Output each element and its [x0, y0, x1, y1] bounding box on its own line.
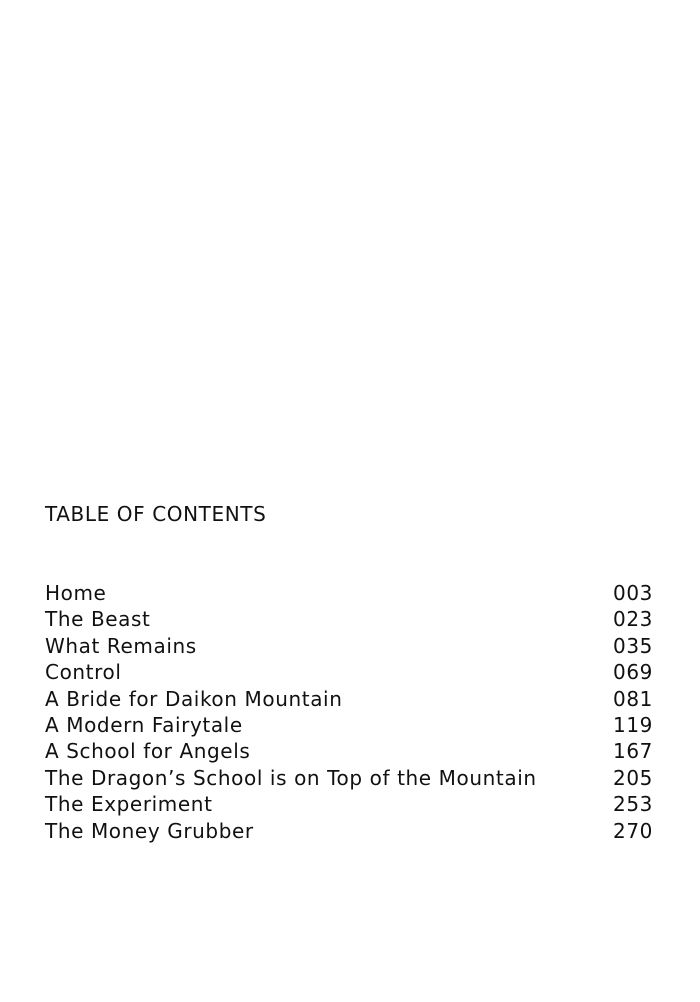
toc-entry-title: A Bride for Daikon Mountain [45, 686, 343, 711]
toc-entry [45, 606, 653, 632]
toc-entry-title: Home [45, 581, 107, 605]
toc-entry [45, 712, 653, 738]
toc-entry-page: 270 [613, 818, 653, 843]
toc-entry-page: 205 [613, 765, 653, 790]
toc-entry-page: 081 [613, 686, 653, 711]
toc-entry-page: 119 [613, 712, 653, 737]
toc-entry [45, 580, 653, 606]
toc-list [45, 580, 653, 844]
toc-entry [45, 818, 653, 844]
toc-entry-title: The Dragon’s School is on Top of the Mountain [45, 765, 537, 790]
toc-entry-page: 023 [613, 607, 653, 632]
toc-entry [45, 686, 653, 712]
toc-entry-title: A School for Angels [45, 739, 251, 764]
toc-entry-page: 003 [613, 581, 653, 605]
toc-entry [45, 765, 653, 791]
toc-entry-title: The Beast [45, 607, 151, 632]
toc-entry [45, 738, 653, 764]
toc-entry-page: 253 [613, 792, 653, 817]
toc-entry [45, 659, 653, 685]
toc-entry-title: The Experiment [45, 792, 213, 817]
page-title: TABLE OF CONTENTS [45, 502, 267, 526]
toc-entry-page: 069 [613, 660, 653, 685]
toc-entry-title: Control [45, 660, 122, 685]
toc-entry [45, 791, 653, 817]
toc-entry-title: A Modern Fairytale [45, 712, 243, 737]
toc-entry-page: 035 [613, 633, 653, 658]
toc-entry-page: 167 [613, 739, 653, 764]
toc-entry-title: The Money Grubber [45, 818, 254, 843]
toc-entry-title: What Remains [45, 633, 197, 658]
toc-entry [45, 633, 653, 659]
